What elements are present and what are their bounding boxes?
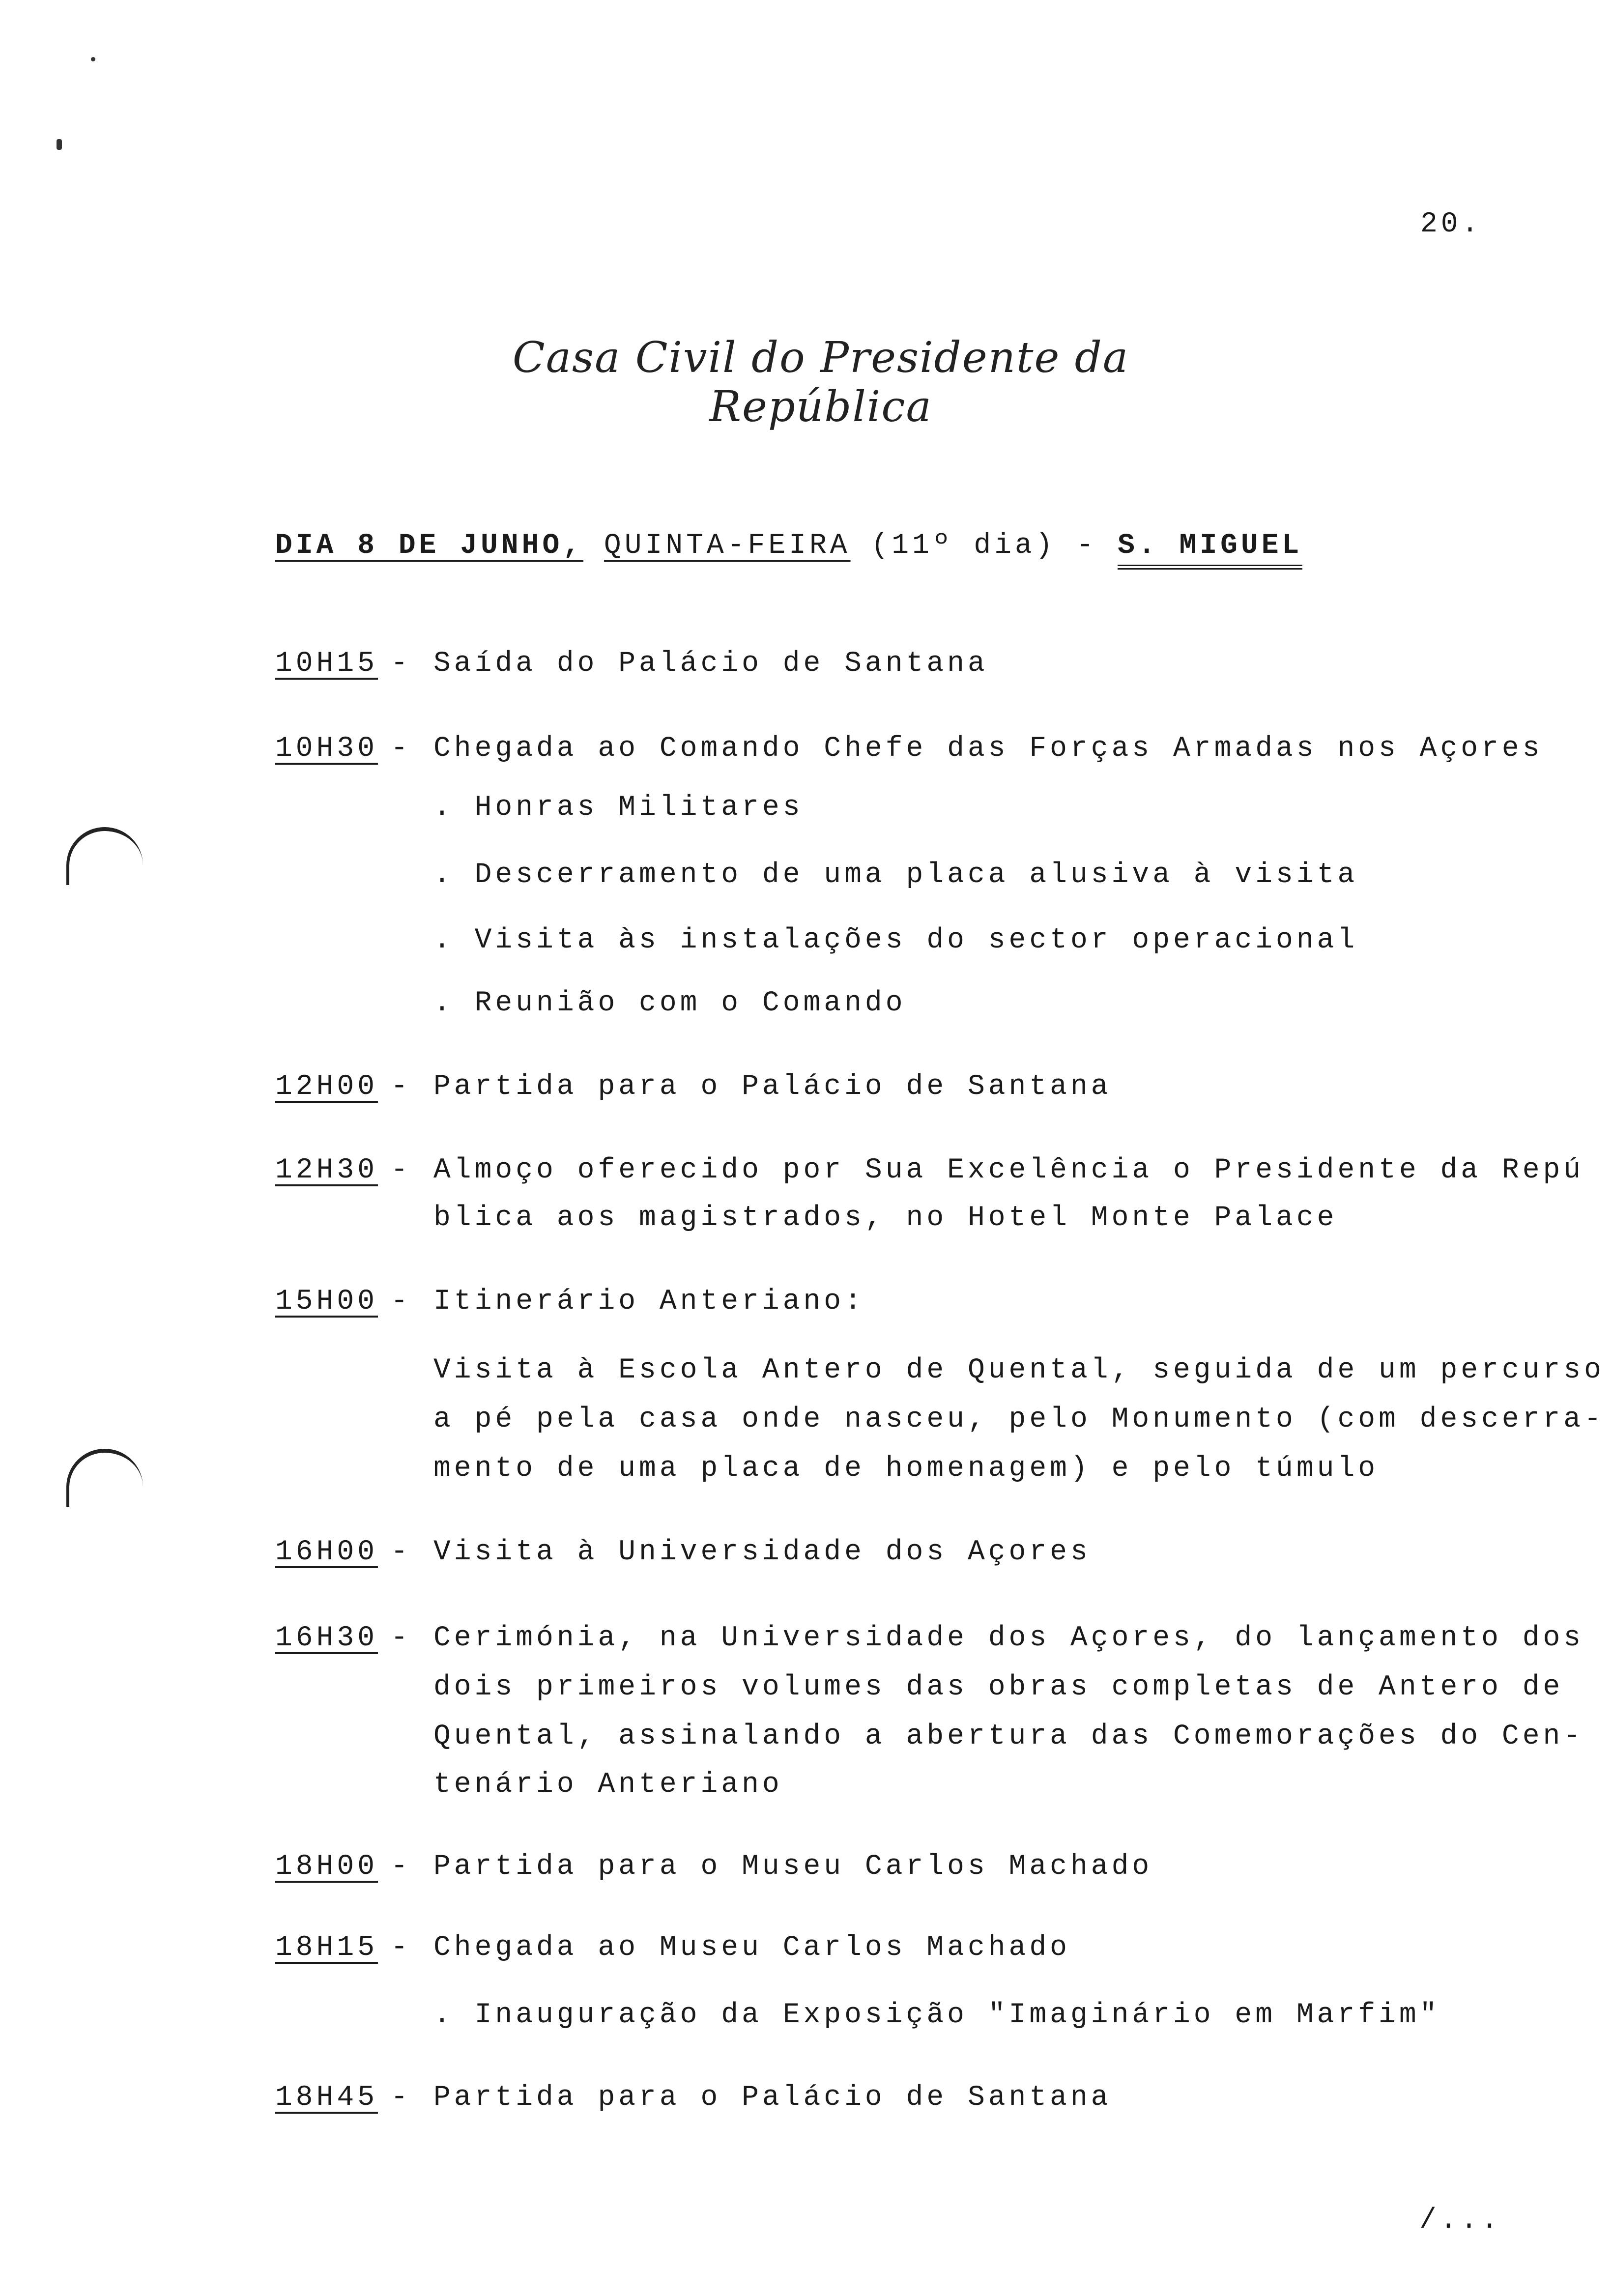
entry-time: 12H00	[275, 1071, 378, 1103]
bullet-item: . Reunião com o Comando	[433, 987, 906, 1019]
letterhead: Casa Civil do Presidente da República	[512, 333, 1129, 431]
entry-description: Cerimónia, na Universidade dos Açores, do lançamento dos	[433, 1622, 1584, 1654]
entry-dash: -	[391, 1286, 411, 1318]
entry-dash: -	[391, 2082, 411, 2114]
hole-punch-mark	[66, 827, 143, 885]
entry-description-line: Quental, assinalando a abertura das Comemorações do Cen-	[433, 1721, 1584, 1752]
page-heading	[275, 532, 1302, 560]
hole-punch-mark	[66, 1449, 143, 1507]
page-number: 20.	[1420, 208, 1482, 240]
scan-speck	[91, 57, 95, 61]
entry-description-line: dois primeiros volumes das obras completas de Antero de	[433, 1671, 1564, 1703]
heading-location: S. MIGUEL	[1118, 530, 1302, 570]
entry-time: 10H15	[275, 648, 378, 680]
entry-time: 12H30	[275, 1154, 378, 1186]
entry-time: 10H30	[275, 733, 378, 765]
bullet-item: . Visita às instalações do sector operacional	[433, 924, 1358, 956]
bullet-item: . Inauguração da Exposição "Imaginário em Marfim"	[433, 1999, 1440, 2031]
entry-paragraph-line: Visita à Escola Antero de Quental, seguida de um percurso	[433, 1354, 1605, 1386]
continuation-mark: /...	[1419, 2205, 1502, 2237]
entry-description: Visita à Universidade dos Açores	[433, 1536, 1091, 1568]
heading-day-count: (11º dia)	[871, 530, 1056, 562]
entry-description: Chegada ao Museu Carlos Machado	[433, 1932, 1070, 1964]
entry-time: 15H00	[275, 1286, 378, 1318]
bullet-item: . Honras Militares	[433, 792, 804, 824]
heading-date: DIA 8 DE JUNHO,	[275, 530, 584, 562]
entry-time: 16H00	[275, 1536, 378, 1568]
entry-description: Itinerário Anteriano:	[433, 1286, 865, 1318]
entry-dash: -	[391, 1154, 411, 1186]
entry-dash: -	[391, 1622, 411, 1654]
entry-paragraph-line: a pé pela casa onde nasceu, pelo Monumento (com descerra-	[433, 1404, 1605, 1435]
entry-dash: -	[391, 648, 411, 680]
entry-time: 18H00	[275, 1851, 378, 1883]
entry-time: 18H15	[275, 1932, 378, 1964]
heading-weekday: QUINTA-FEIRA	[604, 530, 851, 562]
entry-description: Almoço oferecido por Sua Excelência o Presidente da Repú	[433, 1154, 1584, 1186]
entry-time: 16H30	[275, 1622, 378, 1654]
entry-description: Saída do Palácio de Santana	[433, 648, 988, 680]
entry-dash: -	[391, 733, 411, 765]
entry-dash: -	[391, 1536, 411, 1568]
entry-time: 18H45	[275, 2082, 378, 2114]
entry-description: Partida para o Palácio de Santana	[433, 1071, 1112, 1103]
entry-description: Partida para o Museu Carlos Machado	[433, 1851, 1153, 1883]
entry-description: Partida para o Palácio de Santana	[433, 2082, 1112, 2114]
entry-description-line: blica aos magistrados, no Hotel Monte Palace	[433, 1202, 1338, 1234]
entry-description: Chegada ao Comando Chefe das Forças Armadas nos Açores	[433, 733, 1543, 765]
entry-dash: -	[391, 1071, 411, 1103]
entry-description-line: tenário Anteriano	[433, 1769, 783, 1801]
entry-paragraph-line: mento de uma placa de homenagem) e pelo túmulo	[433, 1453, 1379, 1485]
entry-dash: -	[391, 1851, 411, 1883]
bullet-item: . Descerramento de uma placa alusiva à visita	[433, 859, 1358, 891]
entry-dash: -	[391, 1932, 411, 1964]
heading-separator: -	[1076, 530, 1097, 562]
scan-speck	[57, 139, 62, 150]
